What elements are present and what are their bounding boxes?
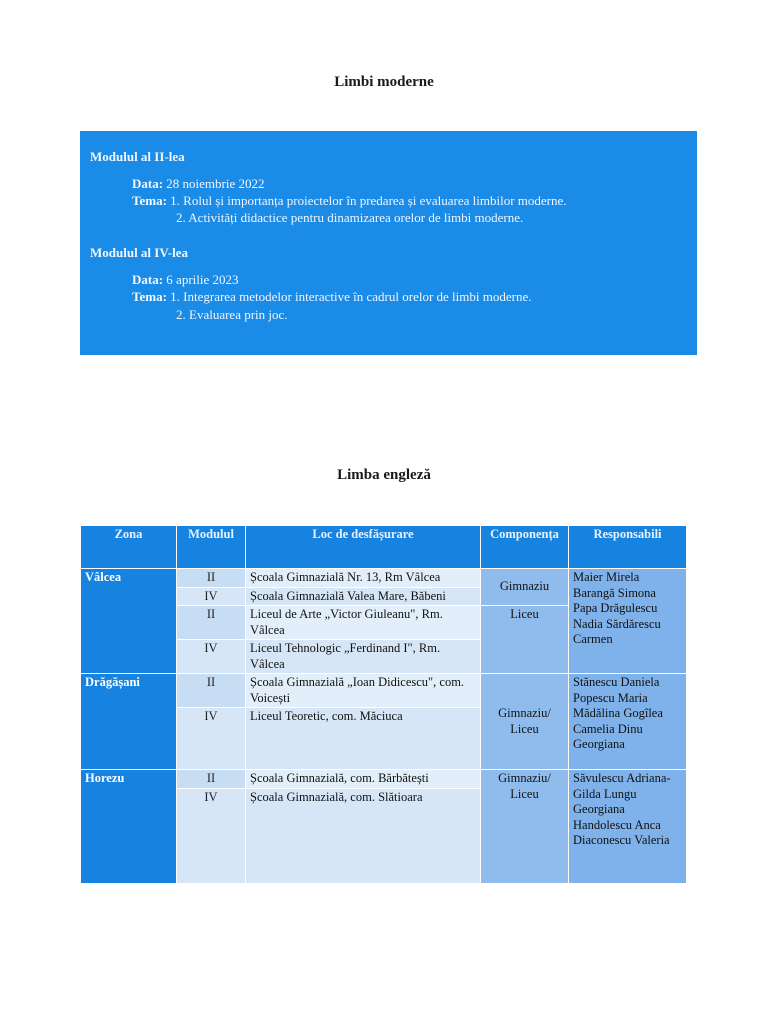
page-title-limbi-moderne: Limbi moderne: [334, 74, 434, 90]
module-cell: IV: [177, 708, 246, 770]
module-2-date-label: Data:: [132, 176, 164, 191]
responsible-cell: Maier Mirela Barangă Simona Papa Drăgulescu Nadia Sărdărescu Carmen: [569, 569, 687, 674]
header-componenta: Componența: [481, 526, 569, 569]
module-cell: IV: [177, 788, 246, 883]
component-cell: Gimnaziu/ Liceu: [481, 770, 569, 884]
module-2-date-value: 28 noiembrie 2022: [166, 176, 265, 191]
module-4-theme-1: 1. Integrarea metodelor interactive în cadrul orelor de limbi moderne.: [170, 289, 532, 304]
module-cell: II: [177, 674, 246, 708]
module-cell: IV: [177, 640, 246, 674]
module-2-theme-1: 1. Rolul și importanța proiectelor în predarea și evaluarea limbilor moderne.: [170, 193, 567, 208]
module-4-heading: Modulul al IV-lea: [90, 245, 188, 260]
location-cell: Liceul de Arte „Victor Giuleanu", Rm. Vâlcea: [246, 606, 481, 640]
module-info-box: [80, 131, 697, 355]
zone-cell: Drăgășani: [81, 674, 177, 770]
module-cell: II: [177, 606, 246, 640]
location-cell: Școala Gimnazială, com. Slătioara: [246, 788, 481, 883]
header-loc: Loc de desfășurare: [246, 526, 481, 569]
location-cell: Școala Gimnazială Nr. 13, Rm Vâlcea: [246, 569, 481, 588]
module-2-date: [132, 176, 265, 192]
module-4-date-label: Data:: [132, 272, 164, 287]
location-cell: Liceul Tehnologic „Ferdinand I", Rm. Vâlcea: [246, 640, 481, 674]
location-cell: Școala Gimnazială „Ioan Didicescu", com. Voicești: [246, 674, 481, 708]
table-header-row: [81, 526, 687, 569]
location-cell: Liceul Teoretic, com. Măciuca: [246, 708, 481, 770]
module-4-theme: [132, 289, 531, 305]
module-4-theme-2: 2. Evaluarea prin joc.: [176, 307, 288, 322]
component-cell: Gimnaziu/ Liceu: [481, 674, 569, 770]
module-4-theme-label: Tema:: [132, 289, 167, 304]
module-cell: II: [177, 569, 246, 588]
location-cell: Școala Gimnazială, com. Bărbătești: [246, 770, 481, 789]
module-2-theme: [132, 193, 567, 209]
module-4-date: [132, 272, 239, 288]
module-cell: II: [177, 770, 246, 789]
component-cell: Liceu: [481, 606, 569, 674]
module-4-date-value: 6 aprilie 2023: [166, 272, 239, 287]
module-cell: IV: [177, 587, 246, 606]
zone-cell: Vâlcea: [81, 569, 177, 674]
responsible-cell: Stănescu Daniela Popescu Maria Mădălina Gogîlea Camelia Dinu Georgiana: [569, 674, 687, 770]
section-title-limba-engleza: Limba engleză: [337, 467, 431, 483]
module-2-heading: Modulul al II-lea: [90, 149, 185, 164]
table-row: [81, 569, 687, 588]
component-cell: Gimnaziu: [481, 569, 569, 606]
module-2-theme-label: Tema:: [132, 193, 167, 208]
module-2-theme-2: 2. Activități didactice pentru dinamizarea orelor de limbi moderne.: [176, 210, 524, 225]
header-modulul: Modulul: [177, 526, 246, 569]
responsible-cell: Săvulescu Adriana-Gilda Lungu Georgiana Handolescu Anca Diaconescu Valeria: [569, 770, 687, 884]
header-responsabili: Responsabili: [569, 526, 687, 569]
table-row: [81, 770, 687, 789]
zone-cell: Horezu: [81, 770, 177, 884]
schedule-table: [80, 525, 687, 884]
location-cell: Școala Gimnazială Valea Mare, Băbeni: [246, 587, 481, 606]
header-zona: Zona: [81, 526, 177, 569]
table-row: [81, 674, 687, 708]
